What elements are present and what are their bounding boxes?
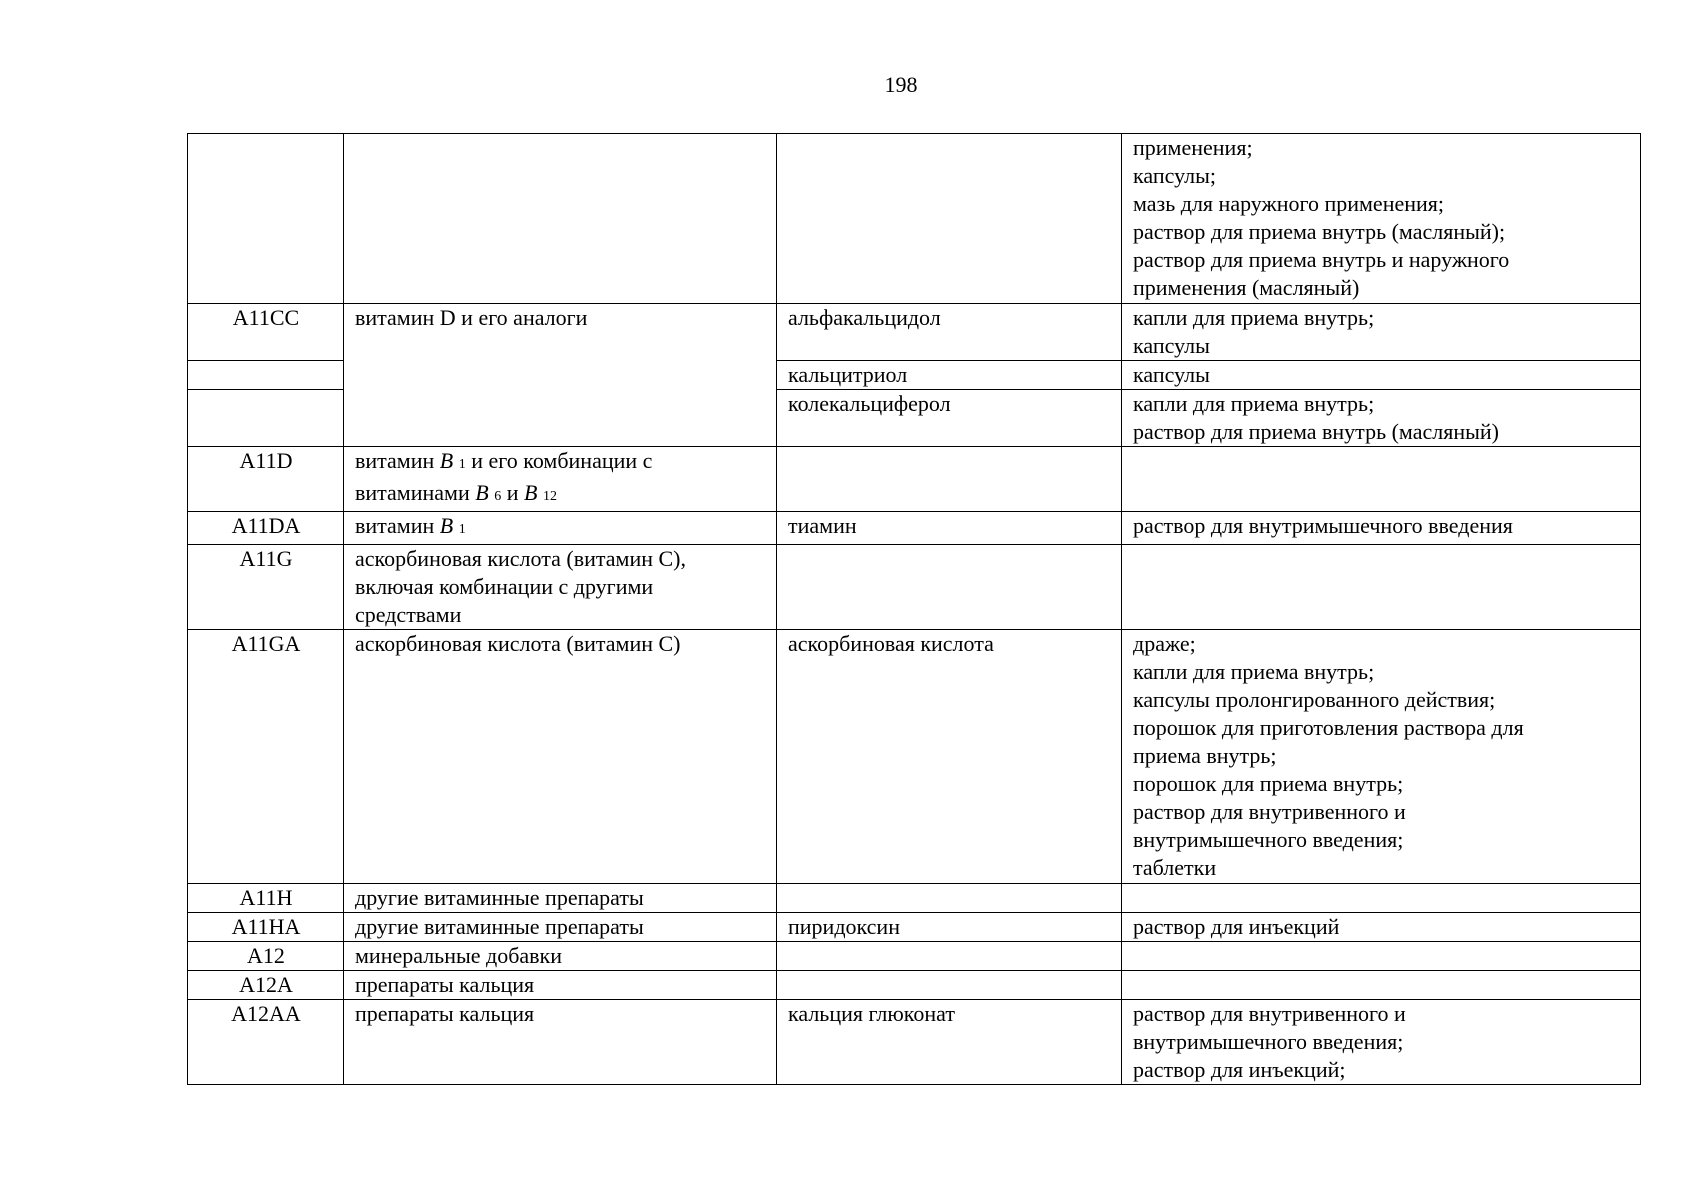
group-line	[355, 447, 766, 479]
group-line: средствами	[355, 602, 462, 627]
drug-cell	[777, 884, 1122, 913]
table-row	[188, 304, 1641, 361]
group-cell	[344, 512, 777, 545]
table-row	[188, 134, 1641, 304]
group-cell: другие витаминные препараты	[344, 913, 777, 942]
vitamin-subscript: 1	[458, 457, 466, 472]
dosage-forms-cell	[1122, 447, 1641, 512]
dosage-forms-cell	[1122, 630, 1641, 884]
group-text: витамин	[355, 513, 440, 538]
dosage-forms-cell	[1122, 390, 1641, 447]
group-cell: другие витаминные препараты	[344, 884, 777, 913]
dosage-forms-cell	[1122, 913, 1641, 942]
dosage-form-line: раствор для внутримышечного введения	[1133, 513, 1513, 538]
dosage-form-line: раствор для инъекций	[1133, 914, 1340, 939]
dosage-form-line: раствор для приема внутрь (масляный)	[1133, 419, 1499, 444]
group-text: и его комбинации с	[465, 448, 653, 473]
atc-code-cell: A11D	[188, 447, 344, 512]
dosage-forms-cell	[1122, 134, 1641, 304]
group-text: витамин	[355, 448, 440, 473]
table-row	[188, 545, 1641, 630]
dosage-form-line: раствор для внутривенного и	[1133, 799, 1406, 824]
drug-cell: пиридоксин	[777, 913, 1122, 942]
dosage-forms-cell	[1122, 545, 1641, 630]
drug-cell	[777, 971, 1122, 1000]
drug-cell: тиамин	[777, 512, 1122, 545]
dosage-form-line: капсулы	[1133, 333, 1210, 358]
dosage-form-line: таблетки	[1133, 855, 1217, 880]
drug-cell: альфакальцидол	[777, 304, 1122, 361]
dosage-form-line: приема внутрь;	[1133, 743, 1277, 768]
dosage-form-line: раствор для инъекций;	[1133, 1057, 1346, 1082]
drug-cell	[777, 545, 1122, 630]
dosage-forms-cell	[1122, 884, 1641, 913]
atc-code-cell: A11CC	[188, 304, 344, 361]
group-cell	[344, 545, 777, 630]
atc-code-cell: A11GA	[188, 630, 344, 884]
dosage-form-line: драже;	[1133, 631, 1196, 656]
page-number: 198	[884, 72, 918, 97]
vitamin-letter: B	[523, 480, 538, 505]
group-cell: препараты кальция	[344, 971, 777, 1000]
dosage-forms-cell	[1122, 361, 1641, 390]
atc-code-cell: A11G	[188, 545, 344, 630]
dosage-form-line: раствор для внутривенного и	[1133, 1001, 1406, 1026]
dosage-form-line: применения (масляный)	[1133, 275, 1360, 300]
atc-code-cell: A11DA	[188, 512, 344, 545]
drug-cell: кальция глюконат	[777, 1000, 1122, 1085]
dosage-form-line: мазь для наружного применения;	[1133, 191, 1445, 216]
atc-code-cell: A11H	[188, 884, 344, 913]
dosage-form-line: порошок для приема внутрь;	[1133, 771, 1404, 796]
table-row	[188, 884, 1641, 913]
dosage-form-line: применения;	[1133, 135, 1253, 160]
group-text: витаминами	[355, 480, 476, 505]
dosage-forms-cell	[1122, 512, 1641, 545]
drug-cell: колекальциферол	[777, 390, 1122, 447]
vitamin-symbol	[475, 480, 501, 505]
atc-code-cell	[188, 361, 344, 390]
atc-code-cell: A12	[188, 942, 344, 971]
drug-cell	[777, 447, 1122, 512]
dosage-form-line: раствор для приема внутрь и наружного	[1133, 247, 1510, 272]
dosage-forms-cell	[1122, 942, 1641, 971]
table-row	[188, 971, 1641, 1000]
table-row	[188, 447, 1641, 512]
dosage-form-line: порошок для приготовления раствора для	[1133, 715, 1524, 740]
vitamin-letter: B	[439, 513, 454, 538]
table-row	[188, 913, 1641, 942]
group-line: включая комбинации с другими	[355, 574, 654, 599]
table-row	[188, 630, 1641, 884]
dosage-form-line: капсулы;	[1133, 163, 1216, 188]
dosage-form-line: капсулы пролонгированного действия;	[1133, 687, 1496, 712]
dosage-form-line: внутримышечного введения;	[1133, 1029, 1404, 1054]
dosage-form-line: капли для приема внутрь;	[1133, 659, 1375, 684]
group-cell: препараты кальция	[344, 1000, 777, 1085]
vitamin-letter: B	[439, 448, 454, 473]
group-cell: аскорбиновая кислота (витамин C)	[344, 630, 777, 884]
dosage-form-line: капсулы	[1133, 362, 1210, 387]
dosage-forms-cell	[1122, 1000, 1641, 1085]
group-line	[355, 512, 766, 544]
table-row	[188, 942, 1641, 971]
atc-code-cell	[188, 390, 344, 447]
group-cell	[344, 447, 777, 512]
drug-cell: кальцитриол	[777, 361, 1122, 390]
atc-code-cell: A12A	[188, 971, 344, 1000]
vitamin-subscript: 6	[494, 489, 502, 504]
dosage-forms-cell	[1122, 971, 1641, 1000]
dosage-forms-cell	[1122, 304, 1641, 361]
dosage-form-line: капли для приема внутрь;	[1133, 391, 1375, 416]
group-cell: витамин D и его аналоги	[344, 304, 777, 447]
vitamin-subscript: 1	[458, 522, 466, 537]
vitamin-symbol	[440, 513, 466, 538]
group-line	[355, 479, 766, 511]
vitamin-subscript: 12	[542, 489, 557, 504]
atc-code-cell	[188, 134, 344, 304]
group-cell	[344, 134, 777, 304]
vitamin-letter: B	[475, 480, 489, 505]
vitamin-symbol	[524, 480, 557, 505]
drug-cell	[777, 942, 1122, 971]
drug-cell: аскорбиновая кислота	[777, 630, 1122, 884]
table-row	[188, 1000, 1641, 1085]
group-text: и	[501, 480, 524, 505]
vitamin-symbol	[440, 448, 466, 473]
atc-code-cell: A12AA	[188, 1000, 344, 1085]
dosage-form-line: внутримышечного введения;	[1133, 827, 1404, 852]
dosage-form-line: капли для приема внутрь;	[1133, 305, 1375, 330]
dosage-form-line: раствор для приема внутрь (масляный);	[1133, 219, 1506, 244]
drug-table	[187, 133, 1641, 1085]
group-cell: минеральные добавки	[344, 942, 777, 971]
group-line: аскорбиновая кислота (витамин C),	[355, 546, 686, 571]
table-row	[188, 512, 1641, 545]
drug-cell	[777, 134, 1122, 304]
atc-code-cell: A11HA	[188, 913, 344, 942]
